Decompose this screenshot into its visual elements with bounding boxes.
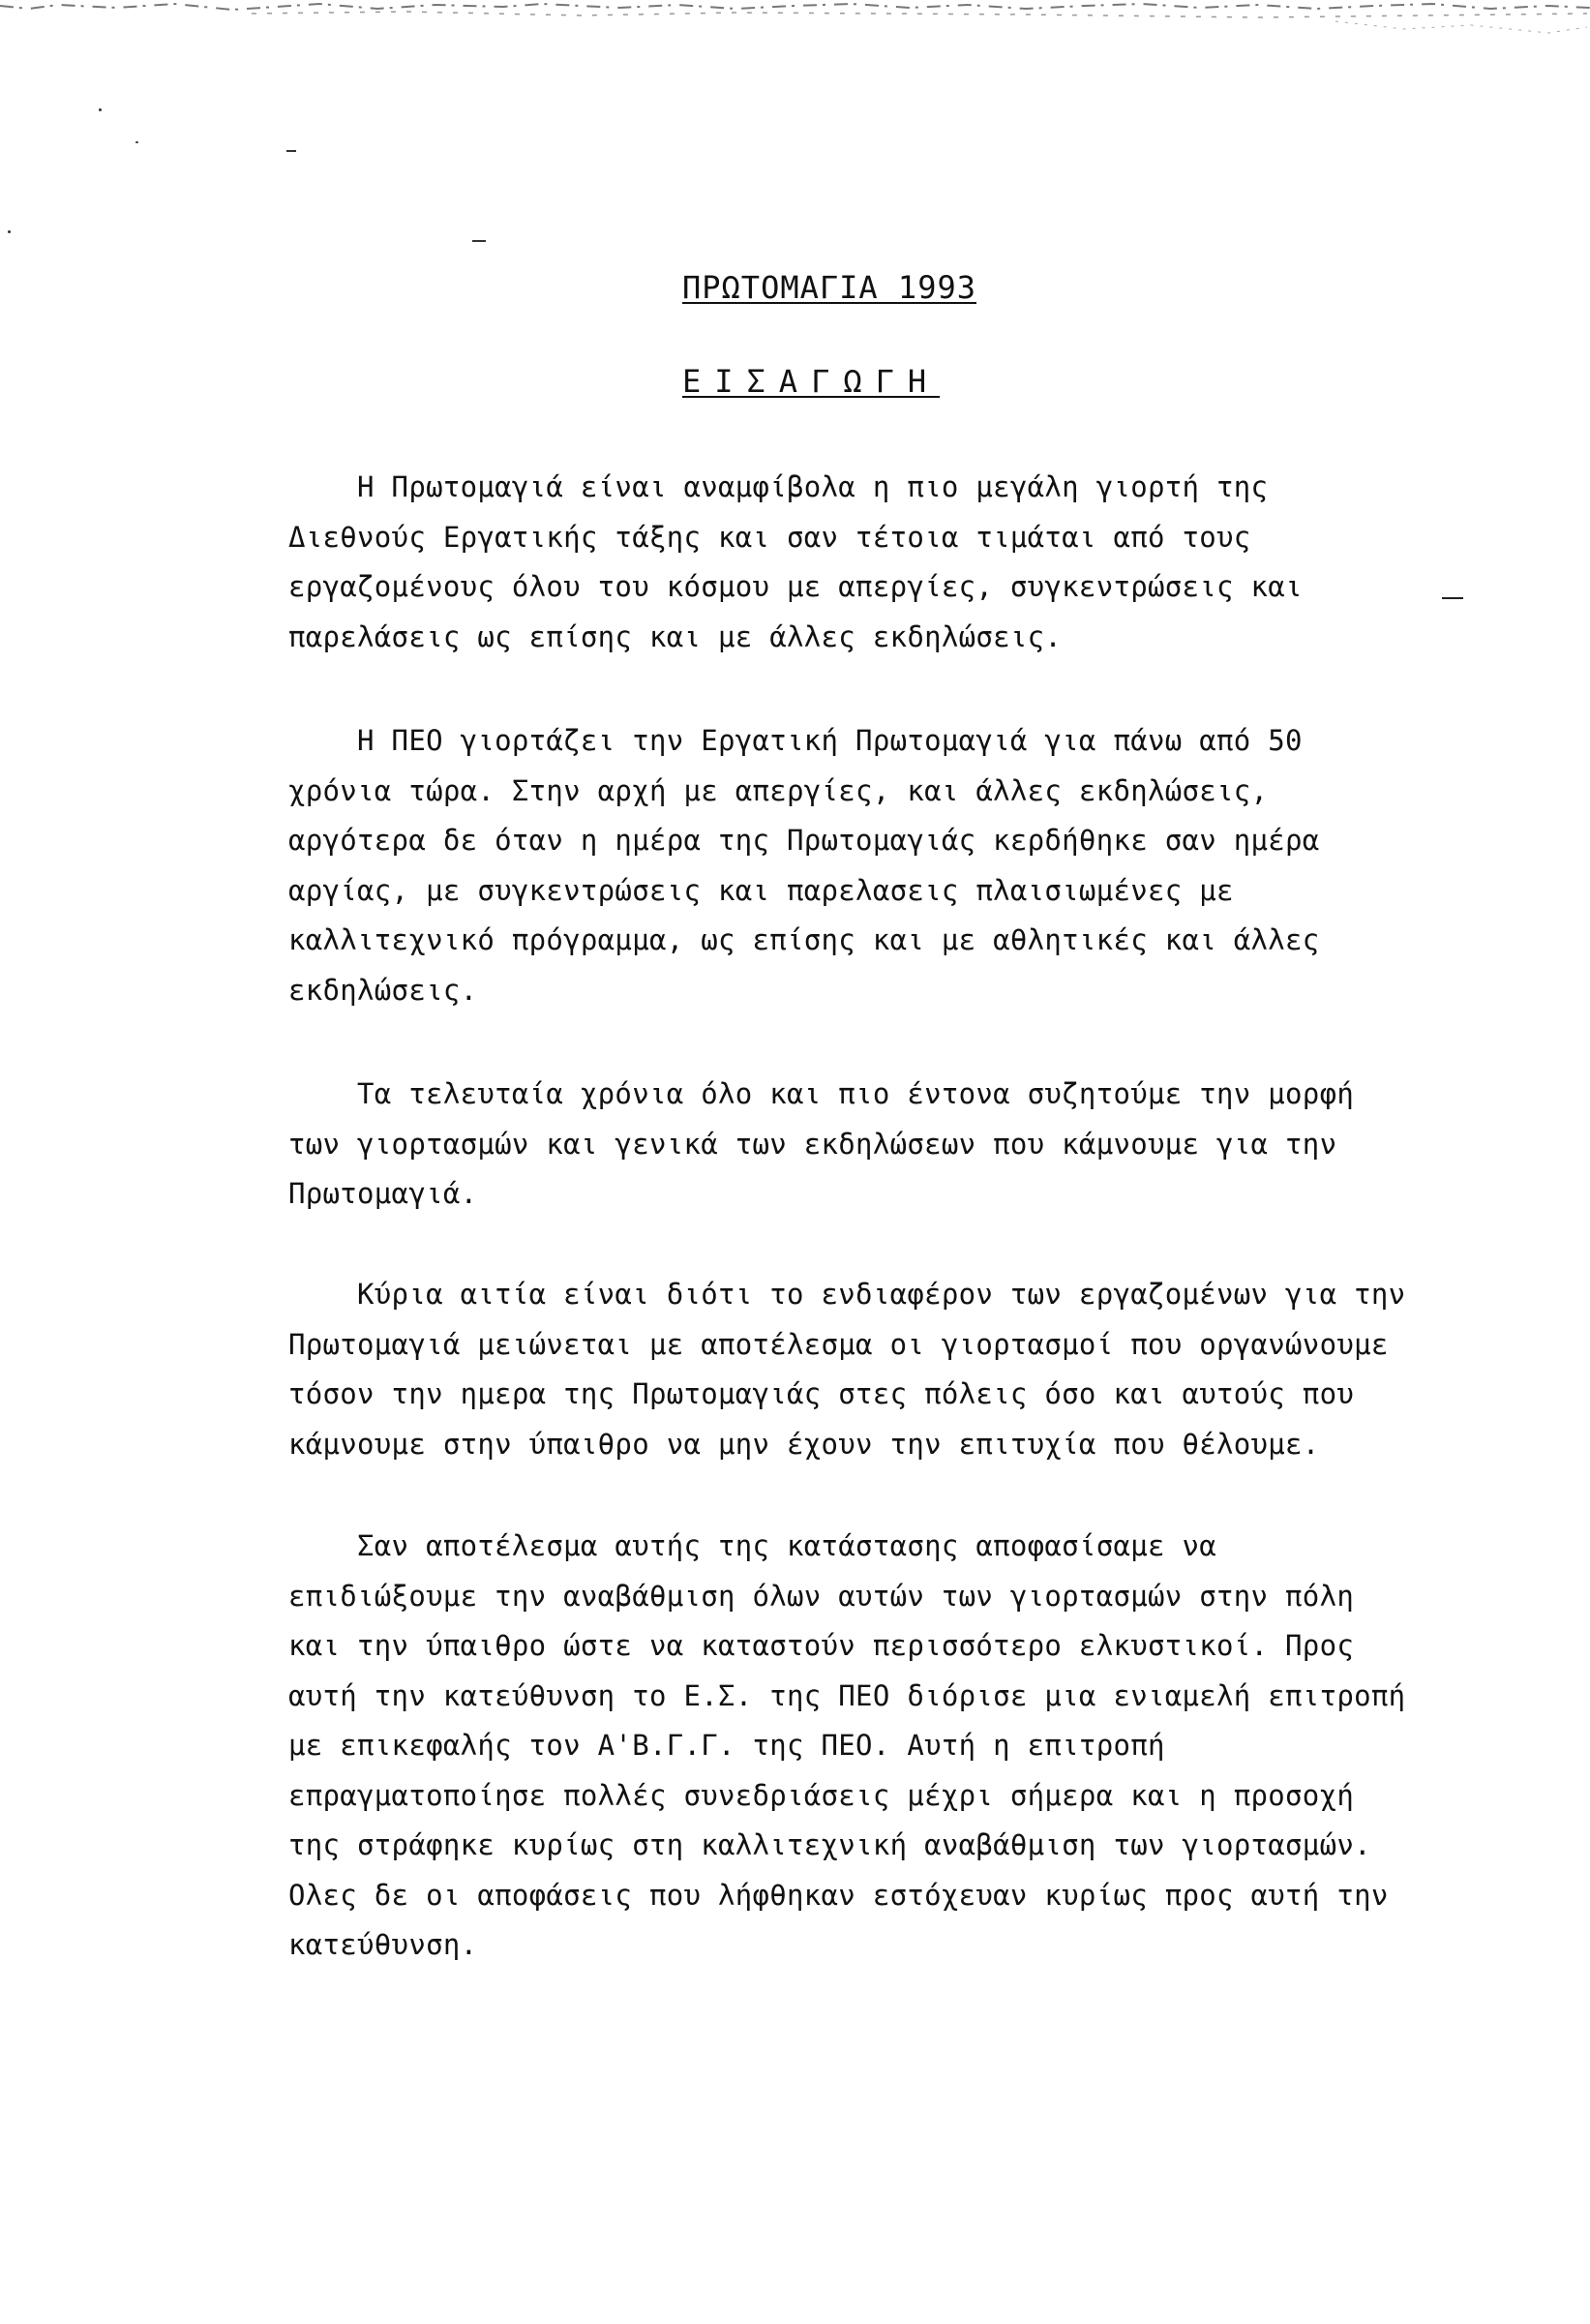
document-subtitle: ΕΙΣΑΓΩΓΗ [682, 363, 941, 400]
scan-speck [472, 240, 486, 242]
paragraph-main-cause: Κύρια αιτία είναι διότι το ενδιαφέρον των εργαζομένων για την Πρωτομαγιά μειώνεται με αποτέλεσμα οι γιορτασμοί που οργανώνουμε τόσον την ημερα της Πρωτομαγιάς στες πόλεις όσο και αυτούς που κάμνουμε στην ύπαιθρο να μην έχουν την επιτυχία που θέλουμε. [288, 1278, 1406, 1461]
scan-speck [135, 141, 138, 143]
paragraph-result: Σαν αποτέλεσμα αυτής της κατάστασης αποφασίσαμε να επιδιώξουμε την αναβάθμιση όλων αυτών των γιορτασμών στην πόλη και την ύπαιθρο ώστε να καταστούν περισσότερο ελκυστικοί. Προς αυτή την κατεύθυνση το Ε.Σ. της ΠΕΟ διόρισε μια ενιαμελή επιτροπή με επικεφαλής τον Α'Β.Γ.Γ. της ΠΕΟ. Αυτή η επιτροπή επραγματοποίησε πολλές συνεδριάσεις μέχρι σήμερα και η προσοχή της στράφηκε κυρίως στη καλλιτεχνική αναβάθμιση των γιορτασμών. Ολες δε οι αποφάσεις που λήφθηκαν εστόχευαν κυρίως προς αυτή την κατεύθυνση. [288, 1529, 1406, 1961]
paragraph-recent-years: Τα τελευταία χρόνια όλο και πιο έντονα συζητούμε την μορφή των γιορτασμών και γενικά των εκδηλώσεων που κάμνουμε για την Πρωτομαγιά. [288, 1077, 1355, 1210]
scan-speck [8, 230, 11, 233]
margin-dash-mark [1442, 597, 1463, 599]
scan-noise-top-edge [0, 0, 1590, 39]
paragraph-history: Η ΠΕΟ γιορτάζει την Εργατική Πρωτομαγιά για πάνω από 50 χρόνια τώρα. Στην αρχή με απεργίες, και άλλες εκδηλώσεις, αργότερα δε όταν η ημέρα της Πρωτομαγιάς κερδήθηκε σαν ημέρα αργίας, με συγκεντρώσεις και παρελασεις πλαισιωμένες με καλλιτεχνικό πρόγραμμα, ως επίσης και με αθλητικές και άλλες εκδηλώσεις. [288, 724, 1320, 1007]
scan-speck [99, 108, 102, 111]
scan-speck [286, 150, 296, 152]
paragraph-intro: Η Πρωτομαγιά είναι αναμφίβολα η πιο μεγάλη γιορτή της Διεθνούς Εργατικής τάξης και σαν τέτοια τιμάται από τους εργαζομένους όλου του κόσμου με απεργίες, συγκεντρώσεις και παρελάσεις ως επίσης και με άλλες εκδηλώσεις. [288, 470, 1303, 653]
document-title: ΠΡΩΤΟΜΑΓΙΑ 1993 [682, 269, 976, 306]
